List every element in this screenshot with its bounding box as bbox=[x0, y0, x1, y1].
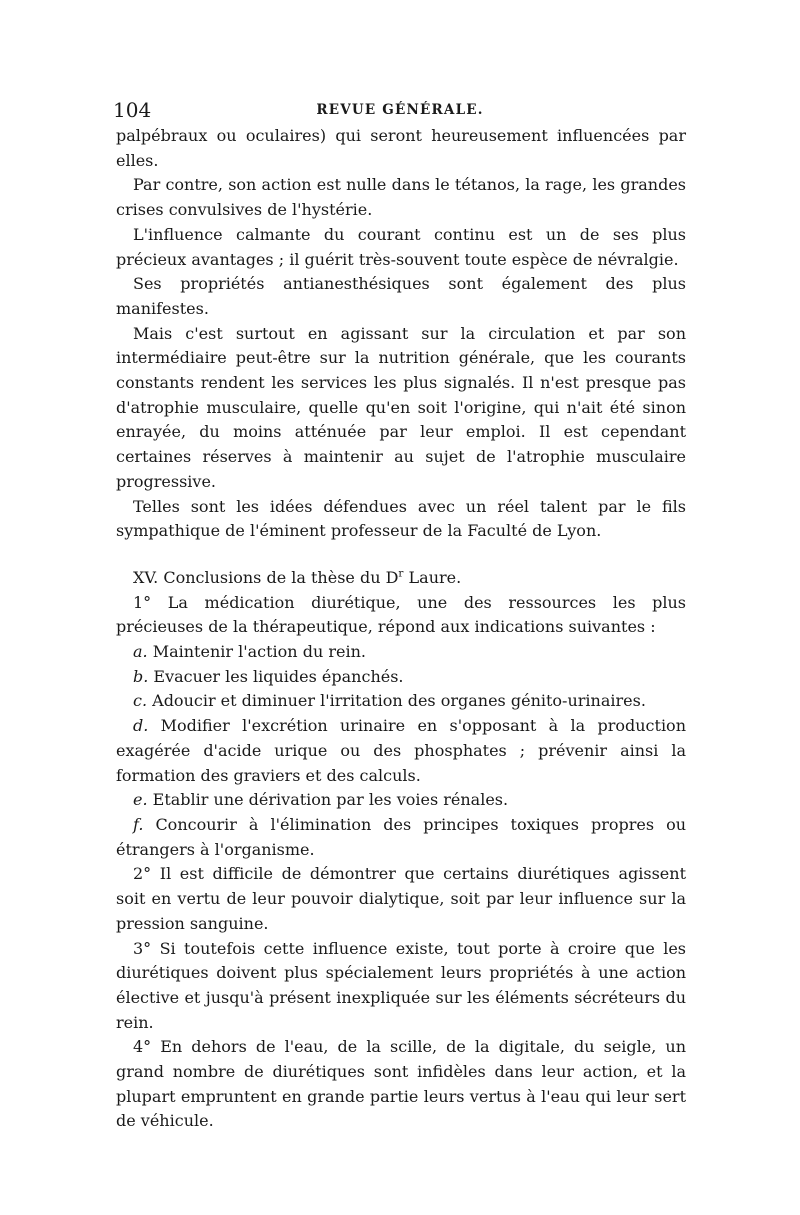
item-letter: a. bbox=[133, 642, 148, 662]
running-title: REVUE GÉNÉRALE. bbox=[316, 102, 484, 118]
item-text: Modifier l'excrétion urinaire en s'opposant à la production exagérée d'acide urique ou des phosphates ; prévenir ainsi la formation des graviers et des calculs. bbox=[116, 716, 686, 785]
item-text: Adoucir et diminuer l'irritation des organes génito-urinaires. bbox=[147, 691, 646, 711]
section-heading-name: Laure. bbox=[403, 567, 462, 587]
paragraph: palpébraux ou oculaires) qui seront heureusement influencées par elles. bbox=[116, 126, 686, 170]
conclusion-text: Il est difficile de démontrer que certains diurétiques agissent soit en vertu de leur pouvoir dialytique, soit par leur influence sur la pression sanguine. bbox=[116, 864, 686, 933]
list-item bbox=[116, 813, 686, 862]
list-item bbox=[116, 788, 686, 813]
item-letter: c. bbox=[133, 691, 148, 711]
conclusion-number: 3° bbox=[133, 938, 152, 958]
section-spacer bbox=[116, 544, 686, 566]
conclusion-2 bbox=[116, 862, 686, 936]
paragraph: Par contre, son action est nulle dans le tétanos, la rage, les grandes crises convulsives de l'hystérie. bbox=[116, 175, 686, 220]
list-item bbox=[116, 665, 686, 690]
item-letter: d. bbox=[133, 716, 149, 736]
conclusion-3 bbox=[116, 937, 686, 1036]
page-body bbox=[116, 124, 686, 1134]
paragraph: Ses propriétés antianesthésiques sont également des plus manifestes. bbox=[116, 274, 686, 318]
item-letter: b. bbox=[133, 666, 149, 686]
list-item bbox=[116, 689, 686, 714]
list-item bbox=[116, 714, 686, 788]
conclusion-number: 2° bbox=[133, 864, 152, 884]
item-letter: f. bbox=[133, 814, 144, 834]
conclusion-1 bbox=[116, 591, 686, 640]
paragraph: Telles sont les idées défendues avec un réel talent par le fils sympathique de l'éminent professeur de la Faculté de Lyon. bbox=[116, 496, 686, 541]
page-header bbox=[113, 96, 687, 124]
page-number: 104 bbox=[113, 98, 152, 122]
conclusion-text: La médication diurétique, une des ressources les plus précieuses de la thérapeutique, répond aux indications suivantes : bbox=[116, 592, 686, 637]
item-text: Evacuer les liquides épanchés. bbox=[148, 666, 404, 686]
section-heading bbox=[116, 566, 686, 591]
paragraph: L'influence calmante du courant continu est un de ses plus précieux avantages ; il guérit très-souvent toute espèce de névralgie. bbox=[116, 224, 686, 269]
item-letter: e. bbox=[133, 790, 148, 810]
conclusion-text: Si toutefois cette influence existe, tout porte à croire que les diurétiques doivent plus spécialement leurs propriétés à une action élective et jusqu'à présent inexpliquée sur les éléments sécréteurs du rein. bbox=[116, 938, 686, 1032]
paragraph: Mais c'est surtout en agissant sur la circulation et par son intermédiaire peut-être sur la nutrition générale, que les courants constants rendent les services les plus signalés. Il n'est presque pas d'atrophie musculaire, quelle qu'en soit l'origine, qui n'ait été sinon enrayée, du moins atténuée par leur emploi. Il est cependant certaines réserves à maintenir au sujet de l'atrophie musculaire progressive. bbox=[116, 323, 686, 491]
list-item bbox=[116, 640, 686, 665]
conclusion-text: En dehors de l'eau, de la scille, de la digitale, du seigle, un grand nombre de diurétiques sont infidèles dans leur action, et la plupart empruntent en grande partie leurs vertus à l'eau qui leur sert de véhicule. bbox=[116, 1037, 686, 1131]
section-heading-text: XV. Conclusions de la thèse du D bbox=[133, 567, 399, 587]
conclusion-number: 4° bbox=[133, 1037, 152, 1057]
conclusion-number: 1° bbox=[133, 592, 152, 612]
superscript: r bbox=[398, 567, 404, 580]
conclusion-4 bbox=[116, 1035, 686, 1134]
item-text: Etablir une dérivation par les voies rénales. bbox=[147, 790, 509, 810]
item-text: Maintenir l'action du rein. bbox=[147, 642, 366, 662]
item-text: Concourir à l'élimination des principes toxiques propres ou étrangers à l'organisme. bbox=[116, 814, 686, 859]
